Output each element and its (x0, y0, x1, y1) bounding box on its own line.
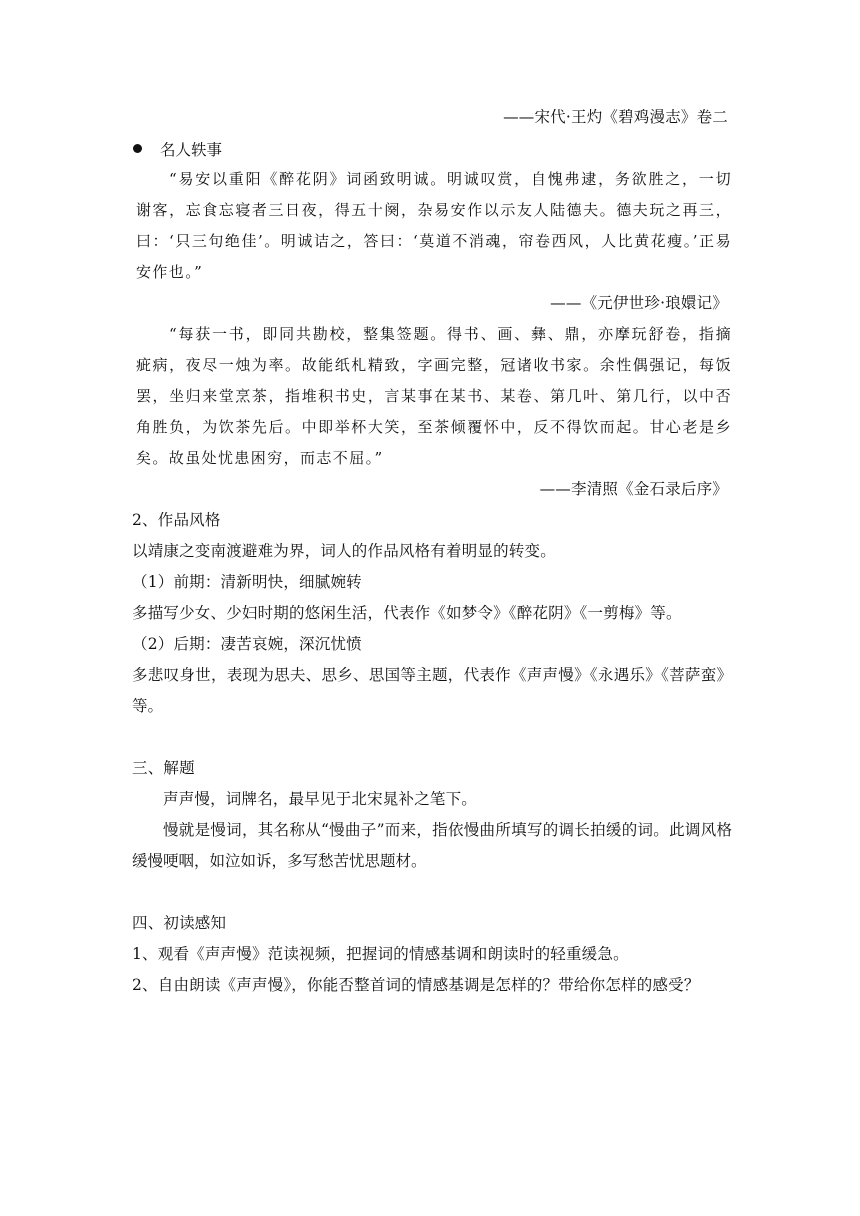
source-citation-2: ——李清照《金石录后序》 (539, 480, 728, 498)
anecdote-paragraph-2: “每获一书，即同共勘校，整集签题。得书、画、彝、鼎，亦摩玩舒卷，指摘疵病，夜尽一烛为率。故能纸札精致，字画完整，冠诸收书家。余性偶强记，每饭罢，坐归来堂烹茶，指堆积书史，言某事在某书、某卷、第几叶、第几行，以中否角胜负，为饮茶先后。中即举杯大笑，至茶倾覆怀中，反不得饮而起。甘心老是乡矣。故虽处忧患困穷，而志不屈。” (136, 325, 732, 467)
style-intro: 以靖康之变南渡避难为界，词人的作品风格有着明显的转变。 (132, 542, 556, 560)
section-style-heading: 2、作品风格 (132, 511, 221, 529)
early-period-text: 多描写少女、少妇时期的悠闲生活，代表作《如梦令》《醉花阴》《一剪梅》等。 (132, 604, 682, 622)
anecdote-paragraph-1: “易安以重阳《醉花阴》词函致明诚。明诚叹赏，自愧弗逮，务欲胜之，一切谢客，忘食忘寝者三日夜，得五十阕，杂易安作以示友人陆德夫。德夫玩之再三，曰：‘只三句绝佳’。明诚诘之，答曰：‘莫道不消魂，帘卷西风，人比黄花瘦。’正易安作也。” (136, 170, 732, 281)
explain-paragraph-1: 声声慢，词牌名，最早见于北宋晁补之笔下。 (163, 790, 478, 808)
spacer (132, 722, 732, 753)
source-citation-wang-zhuo: ——宋代·王灼《碧鸡漫志》卷二 (503, 108, 728, 126)
section-explain-heading: 三、解题 (132, 759, 195, 777)
bullet-icon (133, 144, 142, 153)
reading-question-1: 1、观看《声声慢》范读视频，把握词的情感基调和朗读时的轻重缓急。 (132, 945, 629, 963)
late-period-heading: （2）后期：凄苦哀婉，深沉忧愤 (132, 635, 362, 653)
early-period-heading: （1）前期：清新明快，细腻婉转 (132, 573, 362, 591)
section-anecdotes-heading (132, 133, 732, 164)
anecdotes-heading-label: 名人轶事 (160, 140, 223, 159)
section-reading-heading: 四、初读感知 (132, 914, 227, 932)
spacer (132, 877, 732, 908)
explain-paragraph-2: 慢就是慢词，其名称从“慢曲子”而来，指依慢曲所填写的调长拍缓的词。此调风格缓慢哽咽，如泣如诉，多写愁苦忧思题材。 (132, 821, 732, 870)
source-citation-1: ——《元伊世珍·琅嬛记》 (550, 294, 728, 312)
late-period-text: 多悲叹身世，表现为思夫、思乡、思国等主题，代表作《声声慢》《永遇乐》《菩萨蛮》等。 (132, 666, 732, 715)
reading-question-2: 2、自由朗读《声声慢》，你能否整首词的情感基调是怎样的？带给你怎样的感受？ (132, 976, 700, 994)
document-content (132, 102, 732, 1001)
